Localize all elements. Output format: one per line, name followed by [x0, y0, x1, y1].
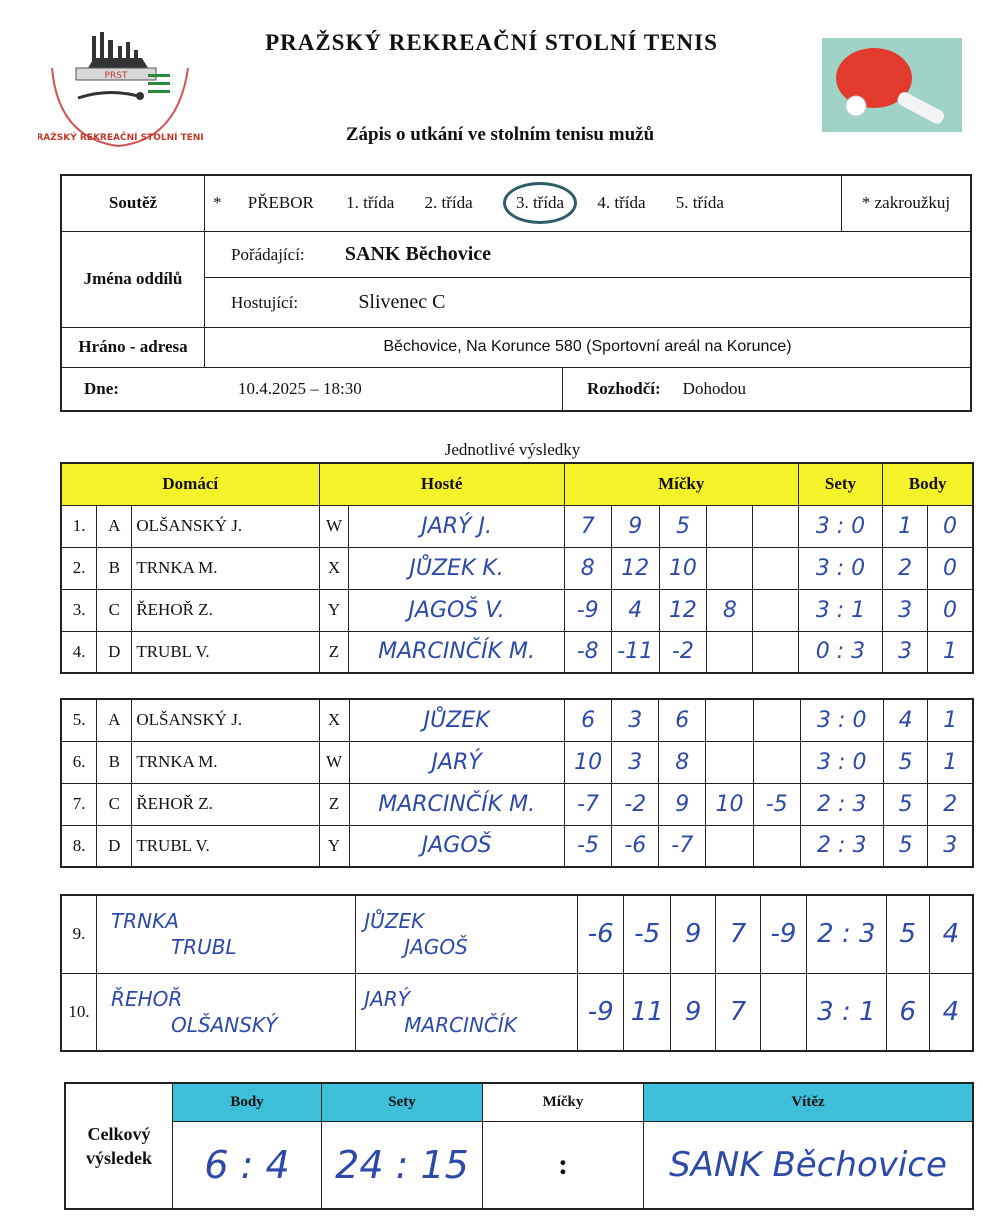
points-guest: 0: [928, 547, 973, 589]
points-home: 5: [883, 825, 928, 867]
ping-pong-image: [822, 38, 962, 132]
class-2: 2. třída: [424, 193, 473, 213]
ball-score: 10: [564, 741, 611, 783]
header-sety: Sety: [798, 463, 883, 505]
match-number: 7.: [61, 783, 97, 825]
points-guest: 0: [928, 589, 973, 631]
home-letter: B: [97, 547, 132, 589]
ball-score: -9: [578, 973, 624, 1051]
guest-pair-player-1: JARÝ: [364, 986, 410, 1011]
home-player: TRNKA M.: [132, 741, 319, 783]
match-number: 9.: [61, 895, 97, 973]
match-number: 6.: [61, 741, 97, 783]
ball-score: -7: [564, 783, 611, 825]
total-body-value: 6 : 4: [173, 1121, 322, 1209]
points-guest: 4: [929, 895, 973, 973]
home-player: TRUBL V.: [132, 631, 319, 673]
header-body: Body: [883, 463, 973, 505]
sets-score: 2 : 3: [800, 783, 883, 825]
result-row: [61, 783, 973, 825]
ball-score: 4: [611, 589, 659, 631]
ball-score: 9: [611, 505, 659, 547]
jmena-label: Jména oddílů: [61, 231, 205, 327]
guest-letter: Y: [319, 825, 349, 867]
result-row: [61, 825, 973, 867]
sets-score: 3 : 0: [798, 547, 883, 589]
ball-score: 9: [671, 895, 716, 973]
class-4: 4. třída: [597, 193, 646, 213]
match-number: 5.: [61, 699, 97, 741]
ball-score: 7: [564, 505, 611, 547]
ball-score: [753, 631, 798, 673]
home-pair-player-2: OLŠANSKÝ: [171, 1012, 278, 1037]
result-row: [61, 547, 973, 589]
sets-score: 2 : 3: [800, 825, 883, 867]
ball-score: [753, 547, 798, 589]
page-subtitle: Zápis o utkání ve stolním tenisu mužů: [345, 124, 655, 145]
ball-score: 5: [659, 505, 706, 547]
home-letter: A: [97, 505, 132, 547]
total-header-vitez: Vítěz: [644, 1083, 974, 1121]
class-1: 1. třída: [346, 193, 395, 213]
result-row: [61, 741, 973, 783]
dne-label: Dne:: [84, 378, 119, 398]
class-options: [205, 175, 842, 231]
home-letter: D: [97, 825, 132, 867]
ball-score: 10: [659, 547, 706, 589]
points-guest: 3: [928, 825, 973, 867]
results-table-1: [60, 462, 974, 674]
ball-score: 8: [659, 741, 706, 783]
ball-score: -9: [564, 589, 611, 631]
ball-score: 11: [624, 973, 671, 1051]
guest-player: JARÝ: [349, 741, 564, 783]
total-header-sety: Sety: [322, 1083, 483, 1121]
match-number: 2.: [61, 547, 97, 589]
points-home: 5: [883, 741, 928, 783]
guest-letter: Y: [319, 589, 349, 631]
ball-score: -8: [564, 631, 611, 673]
guest-pair: [356, 973, 578, 1051]
home-pair-player-1: TRNKA: [111, 909, 179, 934]
header-micky: Míčky: [564, 463, 798, 505]
ball-score: [760, 973, 806, 1051]
ball-score: 7: [716, 973, 761, 1051]
home-player: ŘEHOŘ Z.: [132, 783, 319, 825]
sets-score: 3 : 0: [800, 699, 883, 741]
ball-score: -2: [612, 783, 659, 825]
ball-score: -5: [564, 825, 611, 867]
guest-player: JARÝ J.: [349, 505, 564, 547]
guest-player: JŮZEK: [349, 699, 564, 741]
total-sety-value: 24 : 15: [322, 1121, 483, 1209]
sets-score: 2 : 3: [807, 895, 887, 973]
ball-score: 6: [659, 699, 706, 741]
home-player: TRUBL V.: [132, 825, 319, 867]
guest-letter: W: [319, 741, 349, 783]
poradajici-label: Pořádající:: [231, 244, 305, 264]
result-row: [61, 631, 973, 673]
result-row: [61, 699, 973, 741]
match-number: 3.: [61, 589, 97, 631]
ball-score: -6: [578, 895, 624, 973]
match-number: 8.: [61, 825, 97, 867]
points-home: 4: [883, 699, 928, 741]
total-vitez-value: SANK Běchovice: [644, 1121, 974, 1209]
doubles-row: [61, 895, 973, 973]
ball-score: [707, 505, 753, 547]
class-star: *: [213, 193, 222, 213]
home-player: OLŠANSKÝ J.: [132, 699, 319, 741]
home-pair-player-2: TRUBL: [171, 935, 237, 960]
ball-score: 12: [659, 589, 706, 631]
total-table: [64, 1082, 974, 1210]
home-letter: B: [97, 741, 132, 783]
ball-score: 6: [564, 699, 611, 741]
ball-score: -11: [611, 631, 659, 673]
guest-letter: X: [319, 699, 349, 741]
total-label-1: Celkový: [87, 1124, 151, 1144]
guest-letter: X: [319, 547, 349, 589]
class-5: 5. třída: [675, 193, 724, 213]
hrano-label: Hráno - adresa: [61, 327, 205, 367]
logo-ring-text: PRAŽSKÝ REKREAČNÍ STOLNÍ TENIS: [38, 133, 203, 143]
ball-score: [753, 741, 800, 783]
guest-pair-player-1: JŮZEK: [364, 909, 425, 934]
points-home: 2: [883, 547, 928, 589]
hrano-value: Běchovice, Na Korunce 580 (Sportovní areál na Korunce): [205, 327, 972, 367]
home-letter: C: [97, 783, 132, 825]
points-home: 3: [883, 631, 928, 673]
points-guest: 0: [928, 505, 973, 547]
guest-letter: Z: [319, 631, 349, 673]
ball-score: [753, 505, 798, 547]
guest-player: JAGOŠ: [349, 825, 564, 867]
home-letter: A: [97, 699, 132, 741]
guest-player: MARCINČÍK M.: [349, 783, 564, 825]
dne-value: 10.4.2025 – 18:30: [238, 378, 362, 398]
sets-score: 0 : 3: [798, 631, 883, 673]
points-home: 5: [883, 783, 928, 825]
ball-score: -6: [612, 825, 659, 867]
ball-score: [753, 589, 798, 631]
sets-score: 3 : 1: [798, 589, 883, 631]
ball-score: 8: [564, 547, 611, 589]
home-pair-player-1: ŘEHOŘ: [111, 986, 183, 1011]
class-prebor: PŘEBOR: [247, 193, 314, 213]
result-row: [61, 505, 973, 547]
home-pair: [97, 973, 356, 1051]
guest-letter: Z: [319, 783, 349, 825]
hostujici-value: Slivenec C: [358, 290, 446, 313]
result-row: [61, 589, 973, 631]
home-player: TRNKA M.: [132, 547, 319, 589]
ball-score: 7: [716, 895, 761, 973]
header-domaci: Domácí: [61, 463, 319, 505]
points-home: 6: [886, 973, 929, 1051]
results-table-2: [60, 698, 974, 868]
total-header-body: Body: [173, 1083, 322, 1121]
home-letter: D: [97, 631, 132, 673]
match-number: 10.: [61, 973, 97, 1051]
page-title: PRAŽSKÝ REKREAČNÍ STOLNÍ TENIS: [265, 30, 718, 55]
hostujici-label: Hostující:: [231, 292, 299, 312]
home-pair: [97, 895, 356, 973]
ball-score: 8: [707, 589, 753, 631]
guest-letter: W: [319, 505, 349, 547]
guest-pair-player-2: JAGOŠ: [404, 935, 468, 960]
total-header-micky: Míčky: [483, 1083, 644, 1121]
ball-score: [707, 547, 753, 589]
ball-score: -7: [659, 825, 706, 867]
ball-score: 3: [612, 741, 659, 783]
ball-score: -9: [760, 895, 806, 973]
header-hoste: Hosté: [319, 463, 564, 505]
points-home: 3: [883, 589, 928, 631]
total-micky-value: :: [483, 1121, 644, 1209]
match-number: 4.: [61, 631, 97, 673]
ball-score: -5: [753, 783, 800, 825]
info-table: [60, 174, 972, 412]
points-guest: 1: [928, 699, 973, 741]
points-guest: 1: [928, 631, 973, 673]
circle-note: * zakroužkuj: [842, 175, 972, 231]
ball-score: -2: [659, 631, 706, 673]
points-home: 1: [883, 505, 928, 547]
guest-player: JŮZEK K.: [349, 547, 564, 589]
ball-score: -5: [624, 895, 671, 973]
points-home: 5: [886, 895, 929, 973]
doubles-row: [61, 973, 973, 1051]
home-letter: C: [97, 589, 132, 631]
points-guest: 4: [929, 973, 973, 1051]
doubles-table: [60, 894, 974, 1052]
ball-score: 12: [611, 547, 659, 589]
ball-score: 3: [612, 699, 659, 741]
total-label-2: výsledek: [85, 1148, 152, 1168]
rozhodci-label: Rozhodčí:: [587, 378, 661, 398]
ball-score: [753, 825, 800, 867]
points-guest: 1: [928, 741, 973, 783]
ball-score: 9: [671, 973, 716, 1051]
soutez-label: Soutěž: [61, 175, 205, 231]
ball-score: [707, 631, 753, 673]
ball-score: [706, 741, 753, 783]
results-caption: Jednotlivé výsledky: [444, 440, 581, 459]
guest-player: JAGOŠ V.: [349, 589, 564, 631]
points-guest: 2: [928, 783, 973, 825]
class-3-circled: 3. třída: [503, 182, 577, 224]
guest-player: MARCINČÍK M.: [349, 631, 564, 673]
match-number: 1.: [61, 505, 97, 547]
guest-pair: [356, 895, 578, 973]
home-player: ŘEHOŘ Z.: [132, 589, 319, 631]
rozhodci-value: Dohodou: [682, 378, 746, 398]
ball-score: [706, 825, 753, 867]
ball-score: [706, 699, 753, 741]
sets-score: 3 : 1: [807, 973, 887, 1051]
sets-score: 3 : 0: [798, 505, 883, 547]
logo-inner-text: PRST: [104, 71, 128, 81]
ball-score: 9: [659, 783, 706, 825]
sets-score: 3 : 0: [800, 741, 883, 783]
poradajici-value: SANK Běchovice: [344, 242, 491, 265]
guest-pair-player-2: MARCINČÍK: [404, 1012, 517, 1037]
home-player: OLŠANSKÝ J.: [132, 505, 319, 547]
ball-score: 10: [706, 783, 753, 825]
ball-score: [753, 699, 800, 741]
